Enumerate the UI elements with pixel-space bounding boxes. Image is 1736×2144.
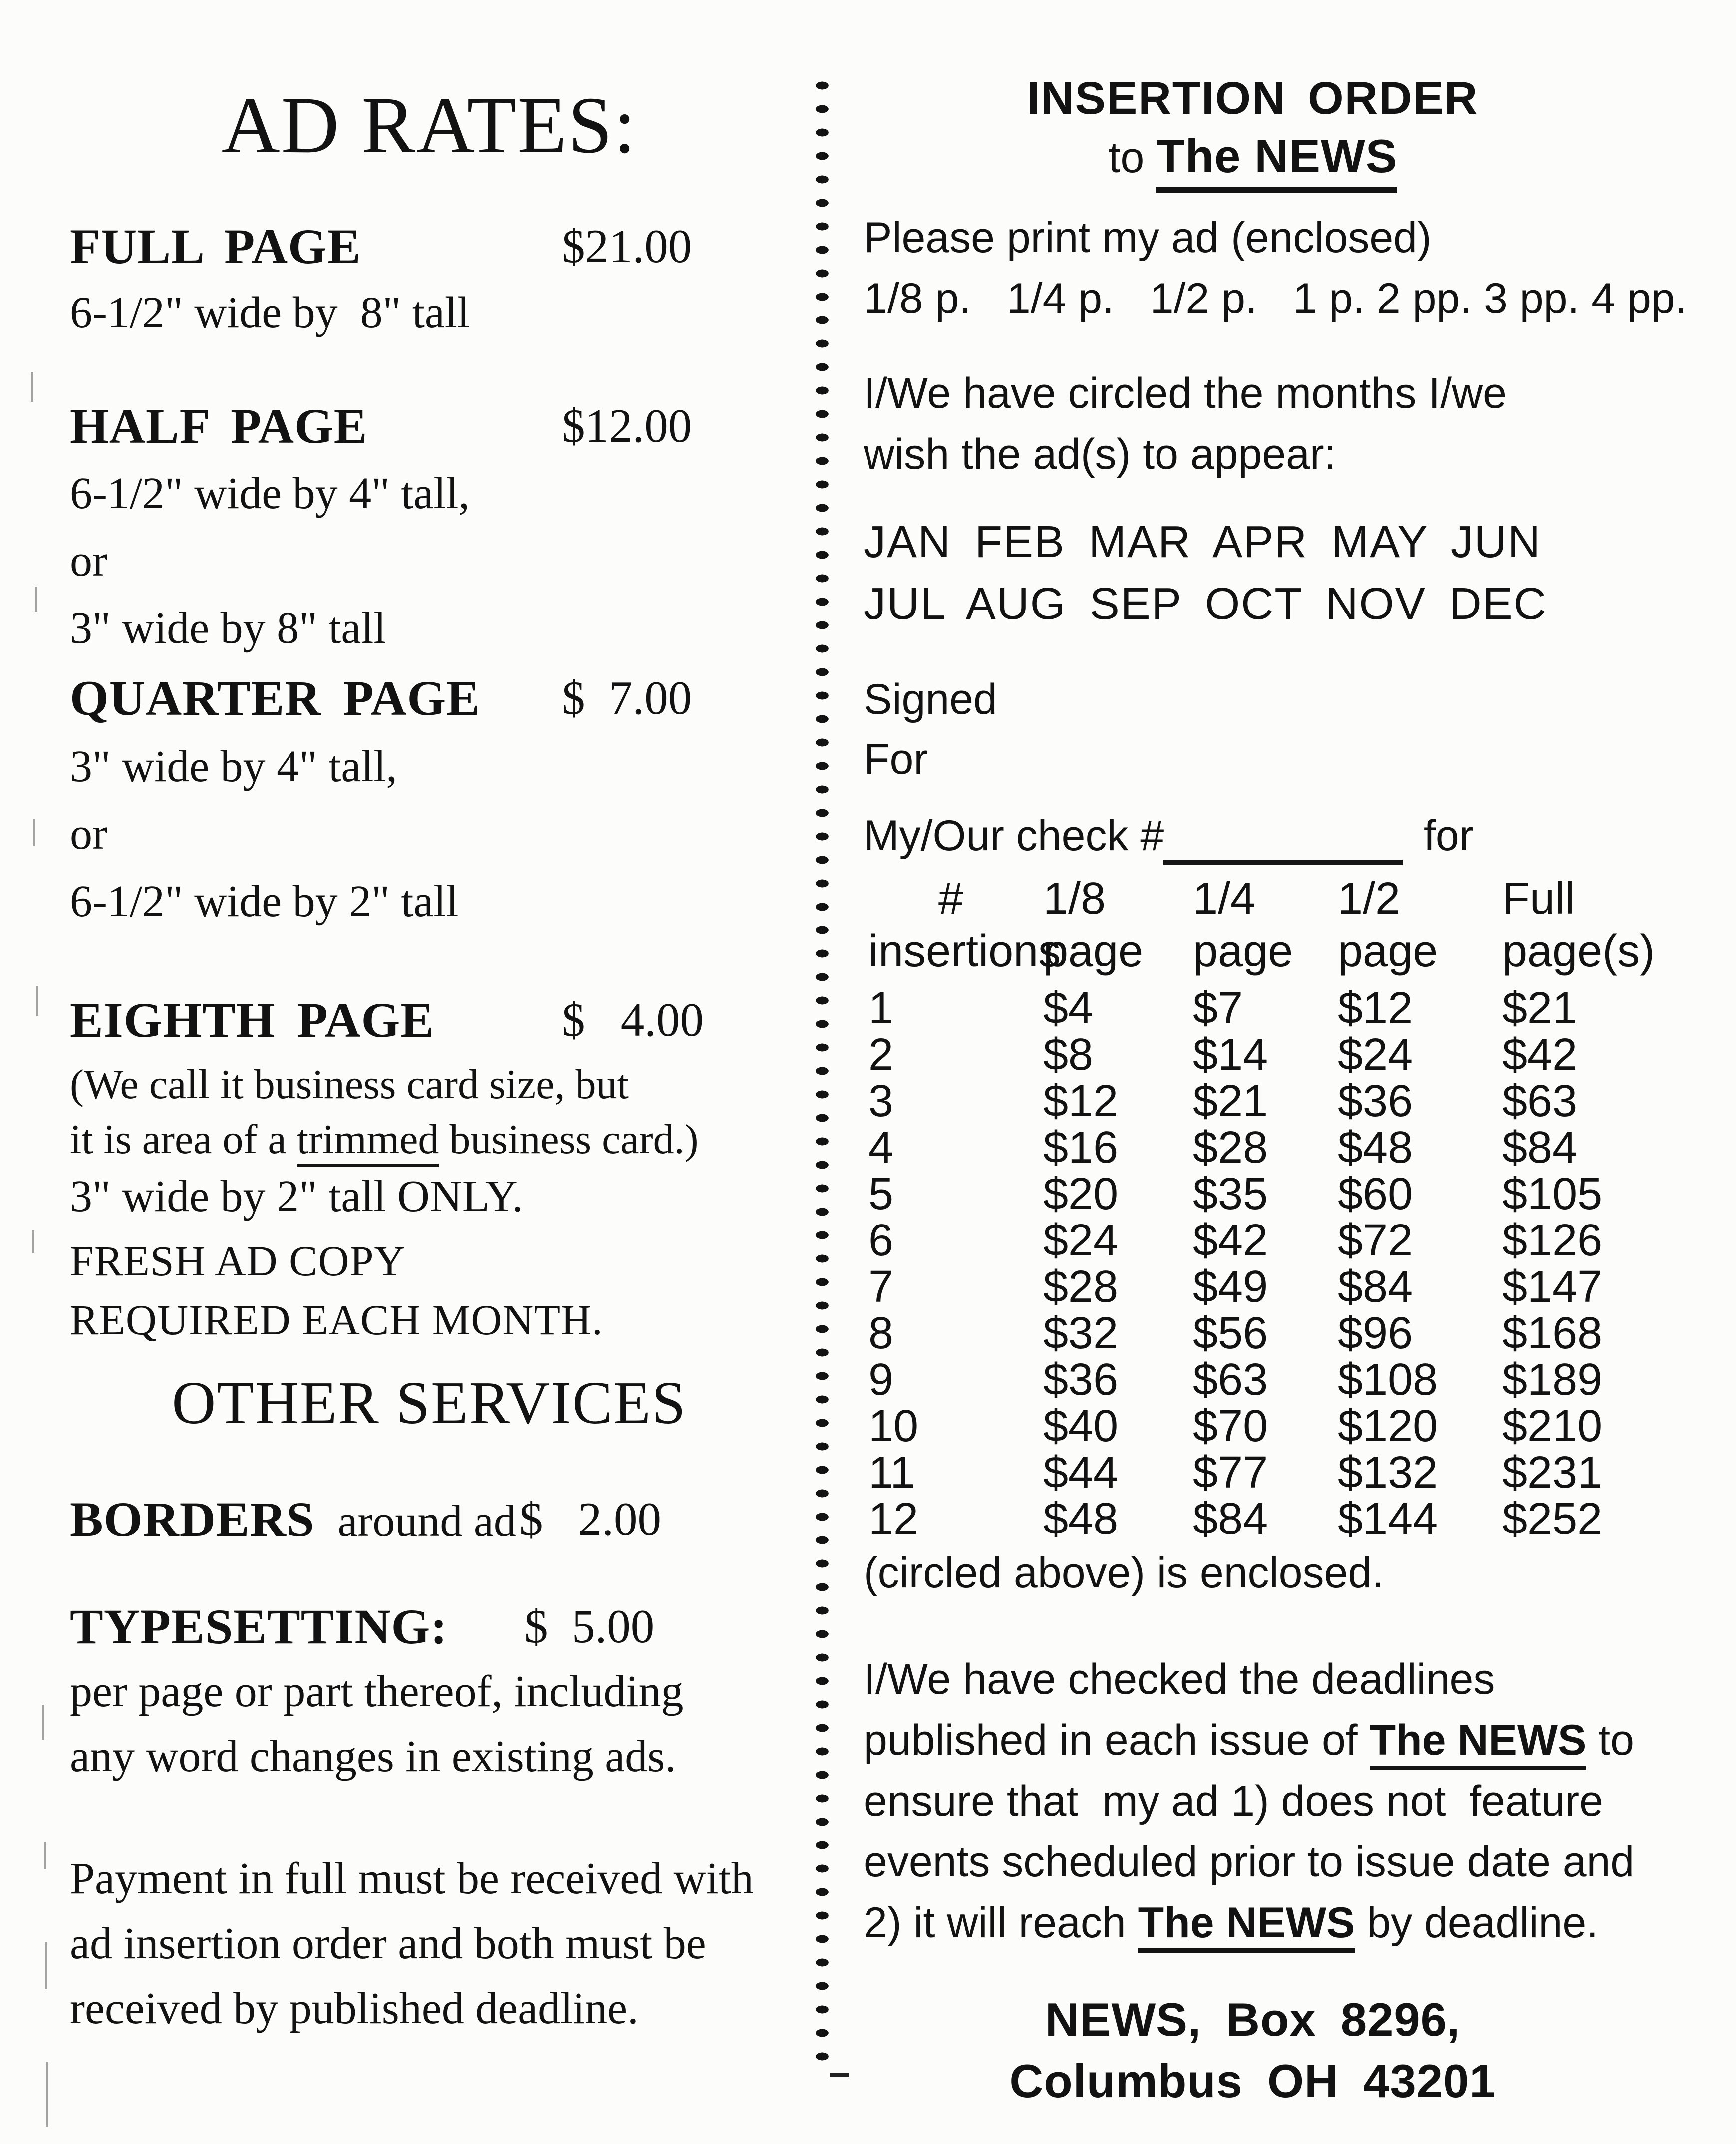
rate-table-row [864,1448,1642,1498]
dotted-divider [815,74,830,2061]
rate-price-cell: $8 [1043,1030,1094,1080]
the-news-underlined: The NEWS [1138,1899,1355,1953]
insertions-count-cell: 11 [868,1448,915,1498]
rate-price-cell: $35 [1193,1169,1268,1219]
rate-table-row [864,1030,1642,1080]
signed-line [864,676,997,723]
payment-terms: ad insertion order and both must be [70,1919,706,1968]
rate-price-cell: $21 [1193,1076,1268,1126]
rate-price-cell: $21 [1502,983,1578,1033]
deadline-terms: published in each issue of The NEWS to [864,1717,1634,1764]
rate-row-quarter-page [70,670,692,726]
rate-price-cell: $56 [1193,1308,1268,1358]
insertions-count-cell: 5 [868,1169,894,1219]
rate-price-cell: $40 [1043,1401,1119,1451]
other-services-title: OTHER SERVICES [172,1369,687,1437]
rate-desc: 3" wide by 8" tall [70,604,386,653]
rate-price-cell: $105 [1502,1169,1603,1219]
rate-price-cell: $32 [1043,1308,1119,1358]
rate-price-cell: $49 [1193,1262,1268,1312]
rate-price-cell: $126 [1502,1216,1603,1265]
insertions-count-cell: 3 [868,1076,894,1126]
check-number-line: My/Our check # for [864,813,1164,859]
rate-price-cell: $132 [1338,1448,1438,1498]
rate-table-row [864,1262,1642,1312]
rate-price-cell: $210 [1502,1401,1603,1451]
payment-terms: received by published deadline. [70,1984,639,2033]
rate-table-row [864,1308,1642,1358]
service-price: $ 2.00 [519,1493,661,1545]
rate-price-cell: $84 [1502,1123,1578,1173]
rate-price-cell: $252 [1502,1494,1603,1544]
scan-artifact [42,1705,44,1740]
rate-price-cell: $60 [1338,1169,1413,1219]
rate-price-cell: $28 [1193,1123,1268,1173]
underlined-word-trimmed: trimmed [297,1116,439,1167]
rate-price: $21.00 [562,220,692,273]
rate-desc: or [70,809,107,859]
rate-desc: 6-1/2" wide by 2" tall [70,877,459,926]
rate-price-cell: $12 [1338,983,1413,1033]
scan-artifact [44,1842,46,1869]
rate-price-cell: $108 [1338,1355,1438,1405]
ad-rates-column [70,0,789,2144]
rate-price-cell: $144 [1338,1494,1438,1544]
rate-price-cell: $36 [1338,1076,1413,1126]
ad-size-options: 1/8 p. 1/4 p. 1/2 p. 1 p. 2 pp. 3 pp. 4 pp. [864,275,1687,322]
rate-price: $12.00 [562,399,692,452]
months-row-1: JAN FEB MAR APR MAY JUN [864,517,1541,567]
rate-desc: 6-1/2" wide by 4" tall, [70,469,470,518]
rate-price-cell: $20 [1043,1169,1119,1219]
deadline-terms: ensure that my ad 1) does not feature [864,1777,1603,1825]
rate-table-row [864,1355,1642,1405]
service-price: $ 5.00 [524,1600,655,1653]
mailing-address-line-2: Columbus OH 43201 [1009,2055,1496,2107]
rate-table-row [864,1401,1642,1451]
insertions-count-cell: 10 [868,1401,919,1451]
rate-label: QUARTER PAGE [70,670,480,726]
rate-price-cell: $84 [1338,1262,1413,1312]
months-intro: wish the ad(s) to appear: [864,430,1336,478]
table-header-bottom: insertions page page page page(s) [868,926,1655,976]
rate-price-cell: $84 [1193,1494,1268,1544]
rate-price-cell: $42 [1502,1030,1578,1080]
rate-row-eighth-page [70,992,704,1048]
rate-label: EIGHTH PAGE [70,992,435,1048]
rate-table-row [864,1494,1642,1544]
print-request-line: Please print my ad (enclosed) [864,214,1432,262]
rate-price-cell: $24 [1043,1216,1119,1265]
rate-price-cell: $189 [1502,1355,1603,1405]
rate-price-cell: $63 [1502,1076,1578,1126]
for-label: For [864,735,928,783]
rate-label: FULL PAGE [70,219,361,274]
rate-price-cell: $72 [1338,1216,1413,1265]
rate-price: $ 7.00 [562,671,692,724]
insertions-count-cell: 9 [868,1355,894,1405]
table-header-top: # 1/8 1/4 1/2 Full [938,874,1575,923]
rate-price-cell: $168 [1502,1308,1603,1358]
service-label: TYPESETTING: [70,1599,448,1654]
months-row-2: JUL AUG SEP OCT NOV DEC [864,579,1547,629]
service-desc: any word changes in existing ads. [70,1732,676,1781]
rate-price-cell: $16 [1043,1123,1119,1173]
rate-table-row [864,1076,1642,1126]
rate-price-cell: $147 [1502,1262,1603,1312]
deadline-terms: 2) it will reach The NEWS by deadline. [864,1900,1598,1946]
insertions-count-cell: 6 [868,1216,894,1265]
service-label: BORDERS [70,1492,315,1547]
insertions-count-cell: 4 [868,1123,894,1173]
insertion-order-title: INSERTION ORDER [1027,73,1479,124]
rate-price: $ 4.00 [562,993,704,1046]
rate-note: 3" wide by 2" tall ONLY. [70,1172,523,1221]
rate-note: (We call it business card size, but [70,1061,629,1108]
fresh-copy-note: REQUIRED EACH MONTH. [70,1296,603,1344]
rate-price-cell: $14 [1193,1030,1268,1080]
rate-price-cell: $12 [1043,1076,1119,1126]
the-news-underlined: The NEWS [1370,1716,1587,1770]
rate-price-cell: $77 [1193,1448,1268,1498]
mailing-address-line-1: NEWS, Box 8296, [1045,1993,1461,2046]
ad-rates-title: AD RATES: [221,81,637,170]
signed-label: Signed [864,675,997,723]
service-row-borders [70,1492,661,1547]
insertions-count-cell: 7 [868,1262,894,1312]
rate-desc: 6-1/2" wide by 8" tall [70,288,470,337]
scan-artifact [45,1942,47,1989]
for-line [864,736,928,783]
check-number-blank [1163,860,1403,865]
rate-price-cell: $48 [1338,1123,1413,1173]
deadline-terms: events scheduled prior to issue date and [864,1838,1635,1886]
rate-desc: 3" wide by 4" tall, [70,742,397,791]
payment-terms: Payment in full must be received with [70,1854,754,1903]
rate-row-full-page [70,219,692,274]
rate-price-cell: $7 [1193,983,1243,1033]
service-desc: around ad [337,1497,516,1546]
service-row-typesetting [70,1599,655,1654]
rate-table-row [864,1216,1642,1265]
fresh-copy-note: FRESH AD COPY [70,1237,406,1285]
service-desc: per page or part thereof, including [70,1667,684,1716]
rate-price-cell: $28 [1043,1262,1119,1312]
rate-desc: or [70,536,107,586]
insertion-order-subtitle: to The NEWS [864,131,1642,182]
rate-table-row [864,1169,1642,1219]
insertion-order-column [864,0,1687,2144]
scan-artifact [31,372,33,402]
scan-artifact [33,819,35,846]
rate-note: it is area of a trimmed business card.) [70,1117,699,1163]
rate-price-cell: $24 [1338,1030,1413,1080]
rate-price-cell: $4 [1043,983,1094,1033]
rate-table-row [864,983,1642,1033]
rate-price-cell: $63 [1193,1355,1268,1405]
rate-price-cell: $70 [1193,1401,1268,1451]
enclosed-note: (circled above) is enclosed. [864,1549,1384,1597]
rate-price-cell: $96 [1338,1308,1413,1358]
months-intro: I/We have circled the months I/we [864,369,1507,417]
the-news-underlined: The NEWS [1156,130,1397,193]
rate-price-cell: $44 [1043,1448,1119,1498]
rate-price-cell: $231 [1502,1448,1603,1498]
insertions-count-cell: 12 [868,1494,919,1544]
scan-artifact [36,986,38,1016]
scan-artifact [46,2062,48,2127]
rate-row-half-page [70,398,692,454]
rate-label: HALF PAGE [70,398,368,454]
deadline-terms: I/We have checked the deadlines [864,1655,1495,1703]
scan-artifact [830,2073,849,2077]
rate-price-cell: $42 [1193,1216,1268,1265]
rate-price-cell: $48 [1043,1494,1119,1544]
insertions-count-cell: 8 [868,1308,894,1358]
rate-table-row [864,1123,1642,1173]
insertions-count-cell: 1 [868,983,894,1033]
rate-price-cell: $120 [1338,1401,1438,1451]
scan-artifact [35,587,37,612]
rate-price-cell: $36 [1043,1355,1119,1405]
insertions-count-cell: 2 [868,1030,894,1080]
scan-artifact [32,1230,34,1253]
